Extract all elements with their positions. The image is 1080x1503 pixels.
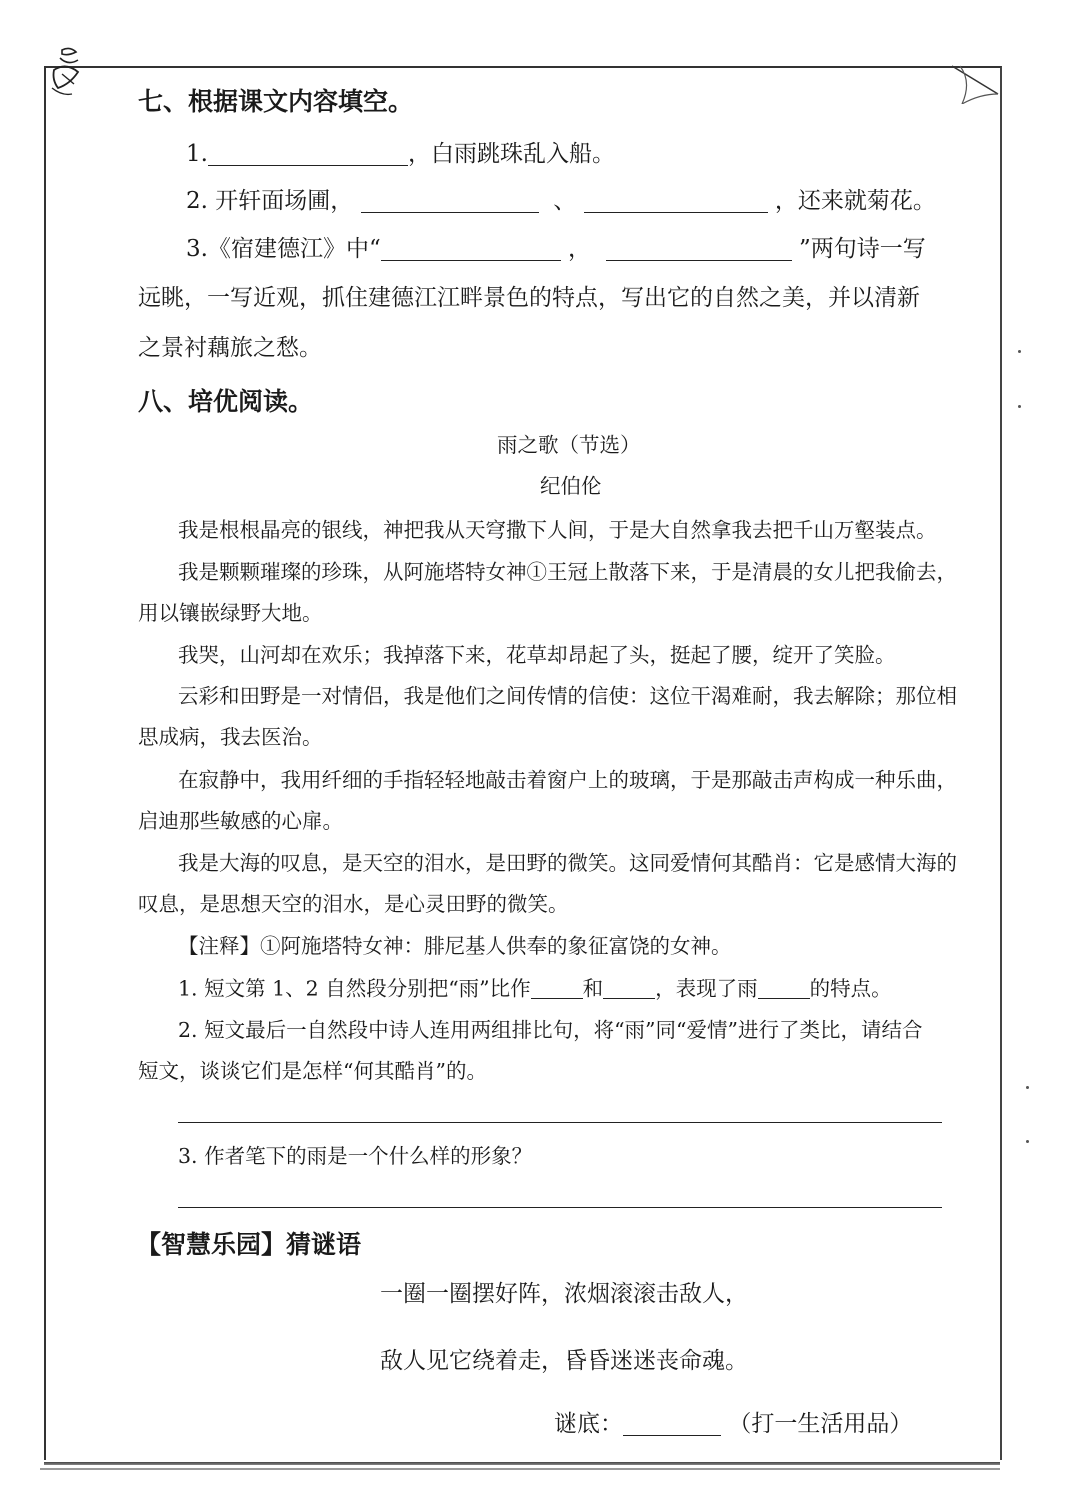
s7-q3-blank-1[interactable]	[381, 240, 561, 261]
para-4-line-2: 思成病，我去医治。	[138, 725, 323, 749]
s7-question-3	[186, 238, 926, 261]
article-title: 雨之歌（节选）	[497, 433, 641, 457]
s8-q2-answer-line[interactable]	[178, 1122, 942, 1123]
riddle-answer-blank[interactable]	[623, 1415, 721, 1436]
s7-q2-blank-1[interactable]	[361, 192, 539, 213]
s7-question-2	[186, 190, 936, 213]
riddle-line-1: 一圈一圈摆好阵，浓烟滚滚击敌人，	[380, 1281, 748, 1307]
s7-q1-text: ，白雨跳珠乱入船。	[407, 141, 615, 167]
riddle-answer-label: 谜底：	[554, 1411, 623, 1437]
s8-q1-text-b: 和	[582, 976, 604, 1001]
s7-q3-comma: ，	[568, 236, 592, 262]
s8-question-3: 3. 作者笔下的雨是一个什么样的形象？	[178, 1144, 533, 1168]
page-curl-icon	[950, 64, 1000, 104]
s8-q1-blank-3[interactable]	[758, 978, 810, 999]
riddle-heading: 【智慧乐园】猜谜语	[136, 1230, 362, 1259]
riddle-answer-row	[554, 1413, 912, 1436]
s8-question-2-line-2: 短文，谈谈它们是怎样“何其酷肖”的。	[138, 1059, 487, 1083]
riddle-answer-hint: （打一生活用品）	[728, 1411, 913, 1437]
scan-speck	[1026, 1140, 1029, 1143]
para-2-line-2: 用以镶嵌绿野大地。	[138, 601, 323, 625]
section7-heading: 七、根据课文内容填空。	[138, 87, 414, 116]
s7-q3-text: 3.《宿建德江》中“	[186, 236, 381, 262]
riddle-line-2: 敌人见它绕着走，昏昏迷迷丧命魂。	[380, 1348, 748, 1374]
article-author: 纪伯伦	[540, 474, 602, 498]
para-1: 我是根根晶亮的银线，神把我从天穹撒下人间，于是大自然拿我去把千山万壑装点。	[178, 518, 937, 542]
section8-heading: 八、培优阅读。	[138, 387, 314, 416]
page-bottom-edge-shadow	[40, 1468, 1000, 1470]
annotation-note: 【注释】①阿施塔特女神：腓尼基人供奉的象征富饶的女神。	[178, 934, 732, 958]
page-bottom-edge	[44, 1462, 1000, 1465]
scan-speck	[1018, 405, 1021, 408]
para-5-line-1: 在寂静中，我用纤细的手指轻轻地敲击着窗户上的玻璃，于是那敲击声构成一种乐曲，	[178, 768, 957, 792]
s7-q3-suffix: ”两句诗一写	[798, 236, 926, 262]
s8-q1-text-a: 1. 短文第 1、2 自然段分别把“雨”比作	[178, 976, 531, 1001]
s8-q1-blank-2[interactable]	[603, 978, 655, 999]
para-3: 我哭，山河却在欢乐；我掉落下来，花草却昂起了头，挺起了腰，绽开了笑脸。	[178, 643, 896, 667]
s8-q3-answer-line[interactable]	[178, 1207, 942, 1208]
s7-q3-line3: 之景衬藕旅之愁。	[138, 335, 322, 361]
para-4-line-1: 云彩和田野是一对情侣，我是他们之间传情的信使：这位干渴难耐，我去解除；那位相	[178, 684, 957, 708]
s7-q3-blank-2[interactable]	[606, 240, 792, 261]
s7-q2-blank-2[interactable]	[584, 192, 768, 213]
s7-q1-blank[interactable]	[208, 145, 408, 166]
para-2-line-1: 我是颗颗璀璨的珍珠，从阿施塔特女神①王冠上散落下来，于是清晨的女儿把我偷去，	[178, 560, 957, 584]
para-5-line-2: 启迪那些敏感的心扉。	[138, 809, 343, 833]
para-6-line-2: 叹息，是思想天空的泪水，是心灵田野的微笑。	[138, 892, 569, 916]
para-6-line-1: 我是大海的叹息，是天空的泪水，是田野的微笑。这同爱情何其酷肖：它是感情大海的	[178, 851, 957, 875]
s7-q2-suffix: ，还来就菊花。	[774, 188, 936, 214]
s7-question-1	[186, 143, 615, 166]
s7-q3-line2: 远眺，一写近观，抓住建德江江畔景色的特点，写出它的自然之美，并以清新	[138, 285, 920, 311]
binder-clip-icon	[48, 44, 88, 100]
scan-speck	[1018, 350, 1021, 353]
s8-question-1	[178, 978, 892, 999]
s8-q1-text-d: 的特点。	[809, 976, 892, 1001]
s7-q2-text: 2. 开轩面场圃，	[186, 188, 354, 214]
s8-question-2-line-1: 2. 短文最后一自然段中诗人连用两组排比句，将“雨”同“爱情”进行了类比，请结合	[178, 1018, 923, 1042]
s7-q2-separator: 、	[553, 188, 577, 214]
s8-q1-text-c: ，表现了雨	[655, 976, 758, 1001]
scan-speck	[1026, 1086, 1029, 1089]
s7-q1-number: 1.	[186, 141, 208, 167]
s8-q1-blank-1[interactable]	[531, 978, 583, 999]
